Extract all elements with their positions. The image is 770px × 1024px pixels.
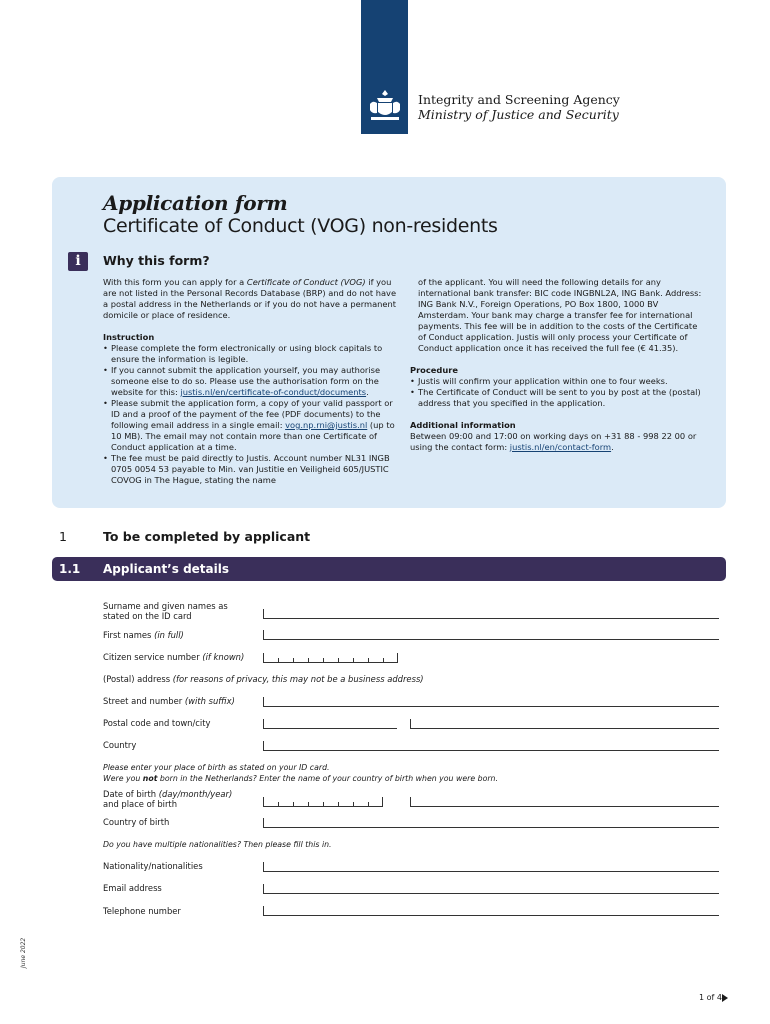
info-right-column — [410, 277, 705, 453]
email-link[interactable]: vog.np.rni@justis.nl — [285, 420, 368, 430]
ministry-name: Ministry of Justice and Security — [418, 107, 619, 122]
dob-label: Date of birth (day/month/year) and place of birth — [103, 789, 233, 809]
procedure-list — [410, 376, 705, 409]
contact-form-link[interactable]: justis.nl/en/contact-form — [509, 442, 612, 452]
email-label: Email address — [103, 883, 162, 893]
list-item: • If you cannot submit the application yourself, you may authorise someone else to do so. Please use the authorisation form on the website for this: justis.nl/en/certificate-of-conduct/documents. — [103, 365, 400, 398]
phone-field[interactable] — [263, 906, 719, 916]
next-page-icon[interactable] — [722, 994, 728, 1002]
subsection-number: 1.1 — [59, 562, 81, 576]
bsn-field[interactable] — [263, 653, 398, 663]
first-names-field[interactable] — [263, 630, 719, 640]
info-left-column — [103, 277, 400, 486]
nationality-note: Do you have multiple nationalities? Then please fill this in. — [103, 840, 332, 849]
postal-code-field[interactable] — [263, 719, 397, 729]
page-number: 1 of 4 — [699, 993, 722, 1002]
agency-name-block — [418, 92, 620, 122]
nationality-field[interactable] — [263, 862, 719, 872]
nationality-label: Nationality/nationalities — [103, 861, 203, 871]
list-item: • Please submit the application form, a copy of your valid passport or ID and a proof of the payment of the fee (PDF documents) to the following email address in a single email: vog.np.rni@justis.nl (up to 10 MB). The email may not contain more than one Certificate of Conduct application at a time. — [103, 398, 400, 453]
list-item: • Justis will confirm your application within one to four weeks. — [410, 376, 705, 387]
birth-note: Please enter your place of birth as stated on your ID card. Were you not born in the Netherlands? Enter the name of your country of birth when you were born. — [103, 763, 498, 783]
dob-field[interactable] — [263, 797, 383, 807]
fee-continuation: of the applicant. You will need the following details for any international bank transfer: BIC code INGBNL2A, ING Bank. Address: ING Bank N.V., Foreign Operations, PO Box 1800, 1000 BV Amsterdam. Your bank may charge a transfer fee for international payments. This fee will be in addition to the costs of the Certificate of Conduct application. Justis will only process your Certificate of Conduct application once it has received the full fee (€ 41.35). — [418, 277, 702, 353]
country-field[interactable] — [263, 741, 719, 751]
documents-link[interactable]: justis.nl/en/certificate-of-conduct/documents — [180, 387, 367, 397]
additional-info-text: Between 09:00 and 17:00 on working days on +31 88 - 998 22 00 or using the contact form: justis.nl/en/contact-form. — [410, 431, 697, 452]
agency-name: Integrity and Screening Agency — [418, 92, 620, 107]
form-subtitle: Certificate of Conduct (VOG) non-residents — [103, 215, 498, 237]
list-item: • The Certificate of Conduct will be sent to you by post at the (postal) address that you specified in the application. — [410, 387, 705, 409]
why-heading: Why this form? — [103, 253, 210, 268]
list-item: • The fee must be paid directly to Justis. Account number NL31 INGB 0705 0054 53 payable to Min. van Justitie en Veiligheid 605/JUSTIC COVOG in The Hague, stating the name — [103, 453, 400, 486]
intro-text: With this form you can apply for a Certificate of Conduct (VOG) if you are not listed in the Personal Records Database (BRP) and do not have a postal address in the Netherlands or if you do not have a permanent domicile or place of residence. — [103, 277, 397, 320]
country-of-birth-field[interactable] — [263, 818, 719, 828]
section-title: To be completed by applicant — [103, 529, 311, 544]
procedure-heading: Procedure — [410, 365, 458, 375]
instruction-heading: Instruction — [103, 332, 155, 342]
surname-field[interactable] — [263, 609, 719, 619]
instruction-list — [103, 343, 400, 486]
postal-label: Postal code and town/city — [103, 718, 211, 728]
section-number: 1 — [59, 529, 67, 544]
info-icon: i — [68, 252, 88, 271]
form-title: Application form — [103, 191, 288, 215]
email-field[interactable] — [263, 884, 719, 894]
additional-info-heading: Additional information — [410, 420, 516, 430]
revision-date: June 2022 — [20, 937, 27, 968]
bsn-label: Citizen service number (if known) — [103, 652, 245, 662]
list-item: • Please complete the form electronically or using block capitals to ensure the information is legible. — [103, 343, 400, 365]
street-field[interactable] — [263, 697, 719, 707]
phone-label: Telephone number — [103, 906, 181, 916]
country-of-birth-label: Country of birth — [103, 817, 170, 827]
country-label: Country — [103, 740, 137, 750]
address-label: (Postal) address (for reasons of privacy, this may not be a business address) — [103, 674, 424, 684]
place-of-birth-field[interactable] — [410, 797, 719, 807]
crest-icon — [366, 86, 404, 124]
street-label: Street and number (with suffix) — [103, 696, 235, 706]
surname-label: Surname and given names as stated on the ID card — [103, 601, 228, 621]
subsection-title: Applicant’s details — [103, 562, 229, 576]
first-names-label: First names (in full) — [103, 630, 184, 640]
town-field[interactable] — [410, 719, 719, 729]
